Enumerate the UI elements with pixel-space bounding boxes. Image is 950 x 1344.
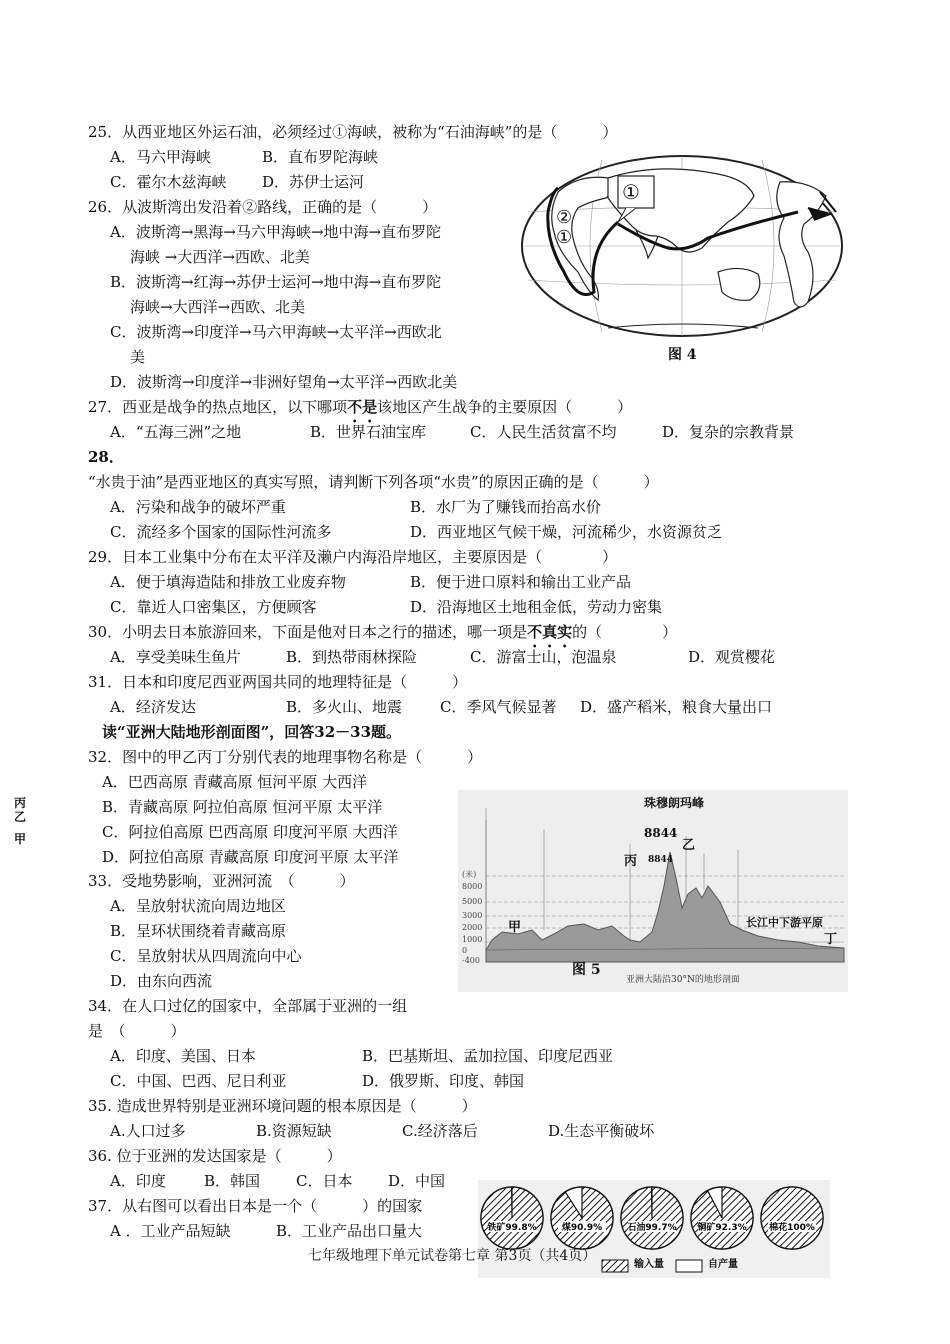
q30-option-a: A．享受美味生鱼片 xyxy=(110,648,241,666)
map-marker-2: ② xyxy=(556,207,573,228)
q30-option-d: D．观赏樱花 xyxy=(688,648,776,666)
legend-import-label: 输入量 xyxy=(634,1259,664,1270)
figure-4-caption: 图 4 xyxy=(668,347,697,363)
q30-stem-pre: 30．小明去日本旅游回来，下面是他对日本之行的描述，哪一项是 xyxy=(88,623,528,641)
q32-option-d: D．阿拉伯高原 青藏高原 印度河平原 太平洋 xyxy=(102,848,399,866)
side-label-bing: 丙 xyxy=(14,796,27,810)
q25-option-b: B．直布罗陀海峡 xyxy=(262,148,379,166)
q27-option-a: A．“五海三洲”之地 xyxy=(110,423,242,441)
q32-option-c: C．阿拉伯高原 巴西高原 印度河平原 大西洋 xyxy=(102,823,398,841)
q26-option-d: D．波斯湾→印度洋→非洲好望角→太平洋→西欧北美 xyxy=(110,373,458,391)
label-yangtze-plain: 长江中下游平原 xyxy=(746,916,823,929)
axis-tick-0: 0 xyxy=(462,946,468,955)
q25-option-d: D．苏伊士运河 xyxy=(262,173,365,191)
q26-option-c-line2: 美 xyxy=(130,348,146,366)
q35-option-b: B.资源短缺 xyxy=(256,1122,332,1140)
axis-tick-minus400: -400 xyxy=(462,956,480,965)
q36-option-b: B．韩国 xyxy=(204,1172,261,1190)
q37-option-a: A ．工业产品短缺 xyxy=(110,1222,231,1240)
figure-5-caption: 图 5 xyxy=(572,962,601,978)
pie-3 xyxy=(691,1187,753,1249)
q27-option-c: C．人民生活贫富不均 xyxy=(470,423,617,441)
q35-option-d: D.生态平衡破坏 xyxy=(548,1122,655,1140)
pie-import-share-0 xyxy=(481,1187,543,1249)
q30-option-c: C．游富士山，泡温泉 xyxy=(470,648,617,666)
axis-tick-1000: 1000 xyxy=(462,935,483,944)
q26-option-b-line2: 海峡→大西洋→西欧、北美 xyxy=(130,298,306,316)
q36-option-d: D．中国 xyxy=(388,1172,446,1190)
q35-option-a: A.人口过多 xyxy=(110,1122,186,1140)
q37-stem: 37．从右图可以看出日本是一个（ ）的国家 xyxy=(88,1197,423,1215)
label-yi: 乙 xyxy=(682,838,696,853)
pie-0 xyxy=(481,1187,543,1249)
q27-stem-pre: 27．西亚是战争的热点地区，以下哪项 xyxy=(88,398,348,416)
q36-option-a: A．印度 xyxy=(110,1172,166,1190)
q25-stem: 25．从西亚地区外运石油，必须经过①海峡，被称为“石油海峡”的是（ ） xyxy=(88,123,618,141)
q33-option-c: C．呈放射状从四周流向中心 xyxy=(110,947,302,965)
q28-option-a: A．污染和战争的破坏严重 xyxy=(110,498,286,516)
q34-stem-line1: 34．在人口过亿的国家中，全部属于亚洲的一组 xyxy=(88,997,408,1015)
label-jia: 甲 xyxy=(508,920,522,935)
q30-stem-emphasis: 不真实 xyxy=(527,623,573,641)
terrain-profile-svg xyxy=(458,790,848,992)
q32-option-a: A．巴西高原 青藏高原 恒河平原 大西洋 xyxy=(102,773,368,791)
q26-stem: 26．从波斯湾出发沿着②路线，正确的是（ ） xyxy=(88,198,438,216)
q29-option-d: D．沿海地区土地租金低，劳动力密集 xyxy=(410,598,663,616)
q31-option-c: C．季风气候显著 xyxy=(440,698,557,716)
axis-tick-8000: 8000 xyxy=(462,882,483,891)
map-marker-1-box: ① xyxy=(622,180,640,204)
q28-option-c: C．流经多个国家的国际性河流多 xyxy=(110,523,332,541)
label-everest: 珠穆朗玛峰 xyxy=(644,796,705,810)
pie-label-4: 棉花100% xyxy=(769,1223,815,1233)
label-ding: 丁 xyxy=(824,932,838,947)
q33-stem: 33．受地势影响，亚洲河流 （ ） xyxy=(88,872,355,890)
q28-stem: “水贵于油”是西亚地区的真实写照，请判断下列各项“水贵”的原因正确的是（ ） xyxy=(88,473,659,491)
label-height-8844: 8844 xyxy=(648,855,674,865)
q34-stem-line2: 是 （ ） xyxy=(88,1022,186,1040)
q36-stem: 36. 位于亚洲的发达国家是（ ） xyxy=(88,1147,342,1165)
q35-stem: 35. 造成世界特别是亚洲环境问题的根本原因是（ ） xyxy=(88,1097,477,1115)
side-label-yi: 乙 xyxy=(14,810,27,824)
pie-label-2: 石油99.7% xyxy=(627,1223,677,1233)
q31-option-b: B．多火山、地震 xyxy=(286,698,403,716)
figure-4-world-map xyxy=(518,152,846,340)
q34-option-d: D．俄罗斯、印度、韩国 xyxy=(362,1072,525,1090)
q32-option-b: B．青藏高原 阿拉伯高原 恒河平原 太平洋 xyxy=(102,798,383,816)
q26-option-c-line1: C．波斯湾→印度洋→马六甲海峡→太平洋→西欧北 xyxy=(110,323,442,341)
axis-tick-3000: 3000 xyxy=(462,911,483,920)
q29-option-c: C．靠近人口密集区，方便顾客 xyxy=(110,598,317,616)
axis-tick-5000: 5000 xyxy=(462,897,483,906)
q27-option-b: B．世界石油宝库 xyxy=(310,423,427,441)
reading-prompt: 读“亚洲大陆地形剖面图”，回答32－33题。 xyxy=(102,723,402,741)
q30-option-b: B．到热带雨林探险 xyxy=(286,648,418,666)
q33-option-b: B．呈环状围绕着青藏高原 xyxy=(110,922,287,940)
legend-self-label: 自产量 xyxy=(708,1259,738,1270)
q37-option-b: B．工业产品出口量大 xyxy=(276,1222,423,1240)
q35-option-c: C.经济落后 xyxy=(402,1122,478,1140)
q25-option-c: C．霍尔木兹海峡 xyxy=(110,173,227,191)
pie-import-share-2 xyxy=(621,1187,683,1249)
q28-option-d: D．西亚地区气候干燥，河流稀少，水资源贫乏 xyxy=(410,523,723,541)
label-bing: 丙 xyxy=(624,854,638,869)
side-label-jia: 甲 xyxy=(14,832,27,846)
pie-2 xyxy=(621,1187,683,1249)
profile-bottom-title: 亚洲大陆沿30°N的地形剖面 xyxy=(626,975,740,985)
q29-stem: 29．日本工业集中分布在太平洋及濑户内海沿岸地区，主要原因是（ ） xyxy=(88,548,618,566)
q31-stem: 31．日本和印度尼西亚两国共同的地理特征是（ ） xyxy=(88,673,468,691)
q27-option-d: D．复杂的宗教背景 xyxy=(662,423,795,441)
q34-option-b: B．巴基斯坦、孟加拉国、印度尼西亚 xyxy=(362,1047,614,1065)
q29-option-b: B．便于进口原料和输出工业产品 xyxy=(410,573,632,591)
q34-option-c: C．中国、巴西、尼日利亚 xyxy=(110,1072,287,1090)
q25-option-a: A．马六甲海峡 xyxy=(110,148,211,166)
pie-label-0: 铁矿99.8% xyxy=(487,1223,537,1233)
q26-option-a-line2: 海峡 →大西洋→西欧、北美 xyxy=(130,248,310,266)
axis-tick-2000: 2000 xyxy=(462,923,483,932)
q32-stem: 32．图中的甲乙丙丁分别代表的地理事物名称是（ ） xyxy=(88,748,483,766)
pie-label-1: 煤90.9% xyxy=(561,1223,603,1233)
q28-number: 28． xyxy=(88,448,124,466)
q29-option-a: A．便于填海造陆和排放工业废弃物 xyxy=(110,573,346,591)
figure-5-terrain-profile xyxy=(458,790,848,992)
pie-import-share-1 xyxy=(551,1187,613,1249)
pie-1 xyxy=(551,1187,613,1249)
q26-option-a-line1: A．波斯湾→黑海→马六甲海峡→地中海→直布罗陀 xyxy=(110,223,442,241)
pie-import-share-3 xyxy=(691,1187,753,1249)
pie-import-share-4 xyxy=(761,1187,823,1249)
q34-option-a: A．印度、美国、日本 xyxy=(110,1047,256,1065)
label-everest-height: 8844 xyxy=(644,826,678,840)
page-footer: 七年级地理下单元试卷第七章 第3页（共4页） xyxy=(308,1248,597,1264)
pie-4 xyxy=(761,1187,823,1249)
q31-option-a: A．经济发达 xyxy=(110,698,196,716)
q27-stem-emphasis: 不是 xyxy=(347,398,378,416)
q26-option-b-line1: B．波斯湾→红海→苏伊士运河→地中海→直布罗陀 xyxy=(110,273,442,291)
pie-label-3: 铜矿92.3% xyxy=(697,1223,747,1233)
q27-stem-post: 该地区产生战争的主要原因（ ） xyxy=(377,398,633,416)
q33-option-a: A．呈放射状流向周边地区 xyxy=(110,897,286,915)
q28-option-b: B．水厂为了赚钱而抬高水价 xyxy=(410,498,602,516)
map-marker-1: ① xyxy=(556,227,573,248)
q30-stem-post: 的（ ） xyxy=(572,623,678,641)
q31-option-d: D．盛产稻米，粮食大量出口 xyxy=(580,698,773,716)
q33-option-d: D．由东向西流 xyxy=(110,972,213,990)
axis-label-unit: (米) xyxy=(462,870,477,879)
q36-option-c: C．日本 xyxy=(296,1172,353,1190)
